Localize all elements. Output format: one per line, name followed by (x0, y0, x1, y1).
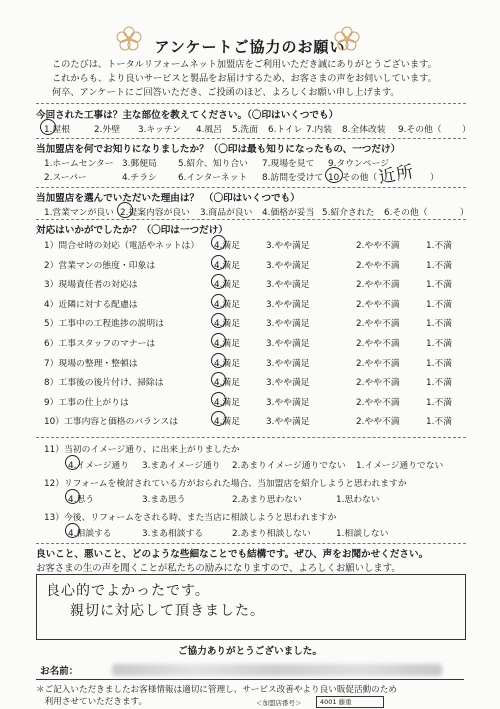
q1-opt-9[interactable]: 9.その他（ (398, 125, 442, 135)
q2-opt-10[interactable]: 10.その他（ (328, 173, 378, 183)
comment-line-1: 良心的でよかったです。 (46, 583, 210, 599)
q4-item-option[interactable]: 4.満足 (214, 260, 240, 271)
q4-item-label: 2）営業マンの態度・印象は (44, 260, 156, 271)
thanks-text: ご協力ありがとうございました。 (178, 646, 322, 657)
q4-item-option[interactable]: 2.やや不満 (356, 260, 400, 271)
q2-title: 当加盟店を何でお知りになりましたか？（〇印は最も知りになったもの、一つだけ） (36, 144, 401, 155)
q4-13-opt-2[interactable]: 2.あまり相談しない (232, 529, 311, 539)
q4-item-option[interactable]: 2.やや不満 (356, 339, 400, 349)
q4-item-answer-circle (211, 294, 226, 309)
q4-item-option[interactable]: 2.やや不満 (356, 299, 400, 310)
q3-opt-3[interactable]: 3.商品が良い (200, 208, 253, 218)
q4-item-label: 5）工事中の工程進捗の説明は (44, 319, 164, 330)
q4-item-option[interactable]: 1.不満 (426, 299, 452, 310)
q1-opt-6[interactable]: 6.トイレ (268, 125, 303, 135)
q4-12-opt-1[interactable]: 1.思わない (336, 495, 380, 505)
q4-item-option[interactable]: 4.満足 (214, 299, 240, 310)
divider (36, 437, 466, 438)
q4-13-opt-3[interactable]: 3.まあ相談する (142, 529, 204, 539)
q4-item-option[interactable]: 4.満足 (214, 378, 240, 389)
q4-11-title: 11）当初のイメージ通り、に出来上がりましたか (44, 445, 240, 455)
q4-item-option[interactable]: 2.やや不満 (356, 280, 400, 291)
q4-item-option[interactable]: 1.不満 (426, 397, 452, 408)
comment-line-2: 親切に対応して頂きました。 (70, 603, 265, 619)
q4-item-option[interactable]: 3.やや満足 (266, 260, 310, 271)
q4-item-option[interactable]: 3.やや満足 (266, 378, 310, 389)
intro-line-1: このたびは、トータルリフォームネット加盟店をご利用いただき誠にありがとうございます。 (52, 59, 437, 70)
q4-11-opt-3[interactable]: 3.まあイメージ通り (142, 461, 221, 471)
q2-opt-7[interactable]: 7.現場を見て (262, 159, 315, 169)
name-label: お名前： (40, 666, 79, 677)
q4-item-answer-circle (211, 392, 226, 407)
divider (36, 103, 466, 104)
q4-13-opt-4[interactable]: 4.相談する (68, 529, 112, 539)
q4-item-option[interactable]: 1.不満 (426, 319, 452, 330)
q2-opt-3[interactable]: 3.郵便局 (122, 159, 157, 169)
q4-item-option[interactable]: 2.やや不満 (356, 241, 400, 251)
store-label: ＜加盟店番号＞ (256, 699, 302, 707)
q3-answer-circle (117, 202, 133, 218)
q2-opt-2[interactable]: 2.スーパー (44, 173, 87, 183)
q4-item-option[interactable]: 3.やや満足 (266, 319, 310, 330)
q4-item-option[interactable]: 3.やや満足 (266, 339, 310, 349)
q1-opt-5[interactable]: 5.洗面 (232, 125, 258, 135)
q1-opt-3[interactable]: 3.キッチン (138, 125, 181, 135)
q2-opt-6[interactable]: 6.インターネット (178, 173, 248, 183)
q1-opt-7[interactable]: 7.内装 (306, 125, 332, 135)
q4-item-option[interactable]: 3.やや満足 (266, 397, 310, 408)
q1-opt-2[interactable]: 2.外壁 (94, 125, 120, 135)
q4-item-option[interactable]: 1.不満 (426, 358, 452, 369)
q4-item-option[interactable]: 1.不満 (426, 378, 452, 389)
q1-answer-circle (40, 119, 56, 135)
q4-item-option[interactable]: 4.満足 (214, 319, 240, 330)
q4-item-label: 3）現場責任者の対応は (44, 280, 138, 291)
footer-line-2: 利用させていただきます。 (36, 697, 148, 707)
q4-item-option[interactable]: 3.やや満足 (266, 280, 310, 291)
q4-item-option[interactable]: 4.満足 (214, 397, 240, 408)
store-number: 4001 藤重 (320, 698, 352, 706)
q4-item-option[interactable]: 4.満足 (214, 417, 240, 428)
q1-title: 今回された工事は？主な部位を教えてください。（〇印はいくつでも） (36, 110, 339, 121)
q4-item-option[interactable]: 2.やや不満 (356, 378, 400, 389)
q5-subtitle: お客さまの生の声を聞くことが私たちの励みになりますので、よろしくお願いします。 (36, 563, 401, 574)
q1-opt-4[interactable]: 4.風呂 (196, 125, 222, 135)
q4-item-label: 1）問合せ時の対応（電話やネットは） (44, 241, 200, 251)
q4-item-answer-circle (211, 255, 226, 270)
divider (36, 543, 466, 544)
q2-close: ） (430, 173, 439, 183)
q1-opt-8[interactable]: 8.全体改装 (342, 125, 386, 135)
q3-opt-6[interactable]: 6.その他（ (384, 208, 428, 218)
footer-line-1: ＊ご記入いただきましたお客様情報は適切に管理し、サービス改善やより良い販促活動のため (36, 685, 397, 695)
q4-12-answer-circle (65, 489, 80, 504)
name-redacted (112, 664, 442, 676)
q3-close: ） (460, 208, 469, 218)
q3-opt-2[interactable]: 2.提案内容が良い (120, 208, 190, 218)
q3-opt-4[interactable]: 4.価格が妥当 (262, 208, 315, 218)
q2-opt-1[interactable]: 1.ホームセンター (44, 159, 114, 169)
q4-12-opt-3[interactable]: 3.まあ思う (142, 495, 186, 505)
q4-11-answer-circle (65, 455, 80, 470)
q4-12-opt-4[interactable]: 4.思う (68, 495, 94, 505)
q4-item-label: 6）工事スタッフのマナーは (44, 339, 156, 349)
q2-answer-circle (325, 167, 343, 183)
q4-11-opt-4[interactable]: 4.イメージ通り (68, 461, 129, 471)
q2-opt-9[interactable]: 9.タウンページ (328, 159, 389, 169)
intro-line-2: これからも、より良いサービスと製品をお届けするため、お客さまの声をお伺いしています。 (52, 73, 437, 84)
q4-13-title: 13）今後、リフォームをされる時、また当店に相談しようと思われますか (44, 513, 337, 523)
q4-item-label: 4）近隣に対する配慮は (44, 299, 138, 310)
q2-opt-5[interactable]: 5.紹介、知り合い (178, 159, 248, 169)
q4-item-option[interactable]: 1.不満 (426, 241, 452, 251)
q4-item-answer-circle (211, 353, 226, 368)
q4-item-label: 8）工事後の後片付け、掃除は (44, 378, 164, 389)
q1-opt-1[interactable]: 1.屋根 (44, 125, 70, 135)
q4-item-option[interactable]: 4.満足 (214, 339, 240, 349)
q4-11-opt-1[interactable]: 1.イメージ通りでない (356, 461, 444, 471)
divider (36, 187, 466, 188)
q4-12-opt-2[interactable]: 2.あまり思わない (232, 495, 302, 505)
divider (36, 138, 466, 139)
q4-item-option[interactable]: 4.満足 (214, 358, 240, 369)
q4-item-label: 7）現場の整理・整頓は (44, 358, 138, 369)
q4-item-option[interactable]: 3.やや満足 (266, 417, 310, 428)
q4-item-option[interactable]: 4.満足 (214, 280, 240, 291)
q3-title: 当加盟店を選んでいただいた理由は？ （〇印はいくつでも） (36, 193, 300, 204)
q4-item-option[interactable]: 2.やや不満 (356, 397, 400, 408)
q4-item-option[interactable]: 3.やや満足 (266, 241, 310, 251)
q4-title: 対応はいかがでしたか？（〇印は一つだけ） (36, 225, 228, 236)
q2-opt-4[interactable]: 4.チラシ (122, 173, 157, 183)
q4-13-answer-circle (65, 523, 80, 538)
q4-item-option[interactable]: 2.やや不満 (356, 319, 400, 330)
q4-item-option[interactable]: 2.やや不満 (356, 417, 400, 428)
q4-item-option[interactable]: 1.不満 (426, 339, 452, 349)
q4-item-option[interactable]: 3.やや満足 (266, 358, 310, 369)
q4-13-opt-1[interactable]: 1.相談しない (336, 529, 389, 539)
q4-item-option[interactable]: 1.不満 (426, 417, 452, 428)
q3-opt-1[interactable]: 1.営業マンが良い (44, 208, 114, 218)
q4-item-label: 10）工事内容と価格のバランスは (44, 417, 179, 428)
q4-11-opt-2[interactable]: 2.あまりイメージ通りでない (232, 461, 346, 471)
q2-handwritten-other: 近所 (376, 161, 416, 188)
q4-item-label: 9）工事の仕上がりは (44, 397, 129, 408)
q5-title: 良いこと、悪いこと、どのような些細なことでも結構です。ぜひ、声をお聞かせください。 (36, 549, 429, 560)
q4-item-option[interactable]: 2.やや不満 (356, 358, 400, 369)
q4-item-option[interactable]: 1.不満 (426, 280, 452, 291)
divider (36, 219, 466, 220)
q2-opt-8[interactable]: 8.訪問を受けて (262, 173, 324, 183)
q4-item-option[interactable]: 4.満足 (214, 241, 240, 251)
q4-item-option[interactable]: 3.やや満足 (266, 299, 310, 310)
q4-item-option[interactable]: 1.不満 (426, 260, 452, 271)
q4-12-title: 12）リフォームを検討されている方がおられた場合、当加盟店を紹介しようと思われますか (44, 479, 407, 489)
q1-close: ） (462, 125, 471, 135)
q3-opt-5[interactable]: 5.紹介された (322, 208, 375, 218)
page-title: アンケートご協力のお願い (154, 38, 346, 56)
intro-line-3: 何卒、アンケートにご回答いただき、ご投函のほど、よろしくお願い申し上げます。 (52, 87, 400, 98)
q4-item-answer-circle (211, 235, 226, 250)
q4-item-answer-circle (211, 333, 226, 348)
